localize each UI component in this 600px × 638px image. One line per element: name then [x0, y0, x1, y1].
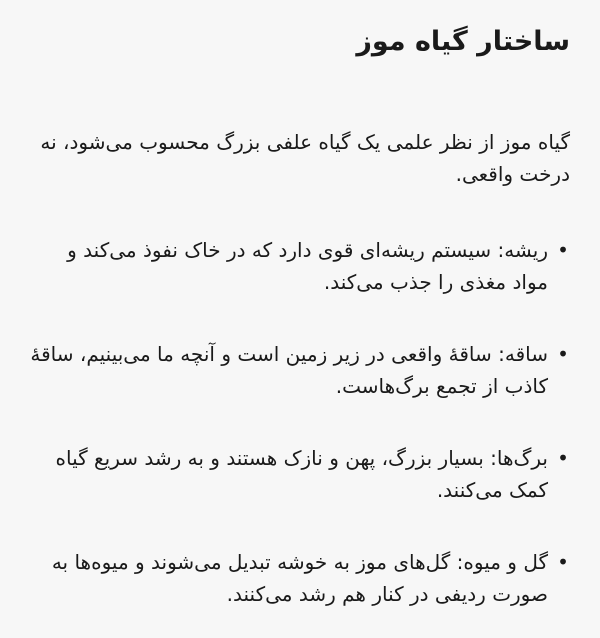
bullet-dot-icon: •: [557, 342, 569, 366]
bullet-item-root: [28, 234, 570, 298]
bullet-list: [28, 234, 570, 610]
bullet-item-flower-fruit: [28, 546, 570, 610]
bullet-item-stem: [28, 338, 570, 402]
intro-paragraph: گیاه موز از نظر علمی یک گیاه علفی بزرگ محسوب می‌شود، نه درخت واقعی.: [40, 130, 570, 186]
bullet-text: برگ‌ها: بسیار بزرگ، پهن و نازک هستند و به رشد سریع گیاه کمک می‌کنند.: [55, 446, 548, 502]
bullet-text: ریشه: سیستم ریشه‌ای قوی دارد که در خاک نفوذ می‌کند و مواد مغذی را جذب می‌کند.: [67, 238, 548, 294]
bullet-text: گل و میوه: گل‌های موز به خوشه تبدیل می‌شوند و میوه‌ها به صورت ردیفی در کنار هم رشد می‌کنند.: [51, 550, 548, 606]
bullet-dot-icon: •: [557, 446, 569, 470]
bullet-text: ساقه: ساقهٔ واقعی در زیر زمین است و آنچه ما می‌بینیم، ساقهٔ کاذب از تجمع برگ‌هاست.: [30, 342, 548, 398]
bullet-item-leaves: [28, 442, 570, 506]
page-title: ساختار گیاه موز: [356, 26, 570, 57]
bullet-dot-icon: •: [557, 550, 569, 574]
bullet-dot-icon: •: [557, 238, 569, 262]
